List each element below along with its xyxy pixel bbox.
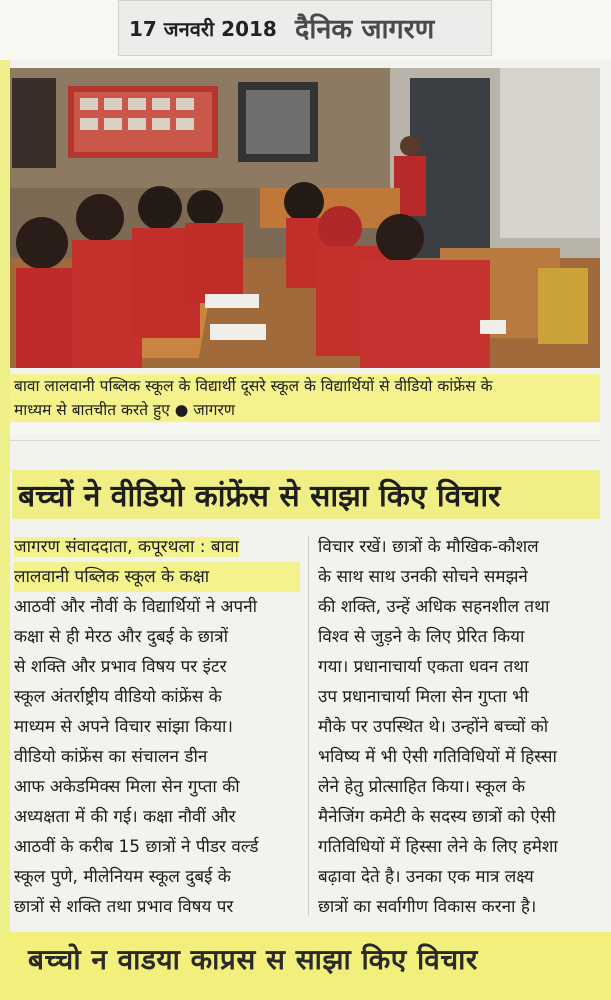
classroom-photo bbox=[10, 68, 600, 368]
article-headline: बच्चों ने वीडियो कांफ्रेंस से साझा किए विचार bbox=[12, 470, 600, 519]
column-line: आठवीं के करीब 15 छात्रों ने पीडर वर्ल्ड bbox=[14, 837, 259, 857]
column-line: लेने हेतु प्रोत्साहित किया। स्कूल के bbox=[318, 777, 526, 797]
column-line: अध्यक्षता में की गई। कक्षा नौवीं और bbox=[14, 807, 236, 827]
dateline-banner bbox=[118, 0, 492, 56]
byline bbox=[14, 532, 300, 562]
photo-caption bbox=[10, 374, 600, 434]
column-line: उप प्रधानाचार्या मिला सेन गुप्ता भी bbox=[318, 687, 529, 707]
article-column-right bbox=[318, 532, 600, 922]
column-line: आफ अकेडमिक्स मिला सेन गुप्ता की bbox=[14, 777, 240, 797]
column-line: वीडियो कांफ्रेंस का संचालन डीन bbox=[14, 747, 208, 767]
column-line: कक्षा से ही मेरठ और दुबई के छात्रों bbox=[14, 627, 228, 647]
column-line: विश्व से जुड़ने के लिए प्रेरित किया bbox=[318, 627, 525, 647]
column-line: विचार रखें। छात्रों के मौखिक-कौशल bbox=[318, 537, 539, 557]
column-line: के साथ साथ उनकी सोचने समझने bbox=[318, 567, 528, 587]
column-line: आठवीं और नौवीं के विद्यार्थियों ने अपनी bbox=[14, 597, 258, 617]
article-column-left bbox=[14, 532, 300, 922]
column-line: माध्यम से अपने विचार सांझा किया। bbox=[14, 717, 233, 737]
divider-rule bbox=[10, 440, 600, 441]
column-line: स्कूल अंतर्राष्ट्रीय वीडियो कांफ्रेंस के bbox=[14, 687, 222, 707]
column-line: गया। प्रधानाचार्या एकता धवन तथा bbox=[318, 657, 529, 677]
classroom-photo-illustration bbox=[10, 68, 600, 368]
publication-date: 17 जनवरी 2018 bbox=[129, 17, 277, 41]
footer-highlight-strip bbox=[0, 932, 611, 1000]
byline-continuation: बावा bbox=[205, 537, 239, 557]
column-line: की शक्ति, उन्हें अधिक सहनशील तथा bbox=[318, 597, 550, 617]
highlight-margin bbox=[0, 60, 10, 950]
caption-line-1: बावा लालवानी पब्लिक स्कूल के विद्यार्थी दूसरे स्कूल के विद्यार्थियों से वीडियो कांफ्रेंस के bbox=[10, 374, 600, 398]
column-line: गतिविधियों में हिस्सा लेने के लिए हमेशा bbox=[318, 837, 558, 857]
caption-line-2: माध्यम से बातचीत करते हुए ● जागरण bbox=[10, 398, 600, 422]
column-line: छात्रों से शक्ति तथा प्रभाव विषय पर bbox=[14, 897, 234, 917]
column-line: छात्रों का सर्वागीण विकास करना है। bbox=[318, 897, 537, 917]
column-line: बढ़ावा देते है। उनका एक मात्र लक्ष्य bbox=[318, 867, 534, 887]
column-line: भविष्य में भी ऐसी गतिविधियों में हिस्सा bbox=[318, 747, 557, 767]
byline-label: जागरण संवाददाता, कपूरथला : bbox=[14, 537, 206, 557]
column-divider bbox=[308, 536, 309, 916]
column-line: मैनेजिंग कमेटी के सदस्य छात्रों को ऐसी bbox=[318, 807, 556, 827]
column-line: से शक्ति और प्रभाव विषय पर इंटर bbox=[14, 657, 227, 677]
column-line: मौके पर उपस्थित थे। उन्होंने बच्चों को bbox=[318, 717, 549, 737]
newspaper-name: दैनिक जागरण bbox=[295, 14, 435, 45]
column-line: लालवानी पब्लिक स्कूल के कक्षा bbox=[14, 562, 300, 592]
column-line: स्कूल पुणे, मीलेनियम स्कूल दुबई के bbox=[14, 867, 231, 887]
footer-repeat-headline: बच्चो न वाडया काप्रस स साझा किए विचार bbox=[28, 943, 478, 976]
